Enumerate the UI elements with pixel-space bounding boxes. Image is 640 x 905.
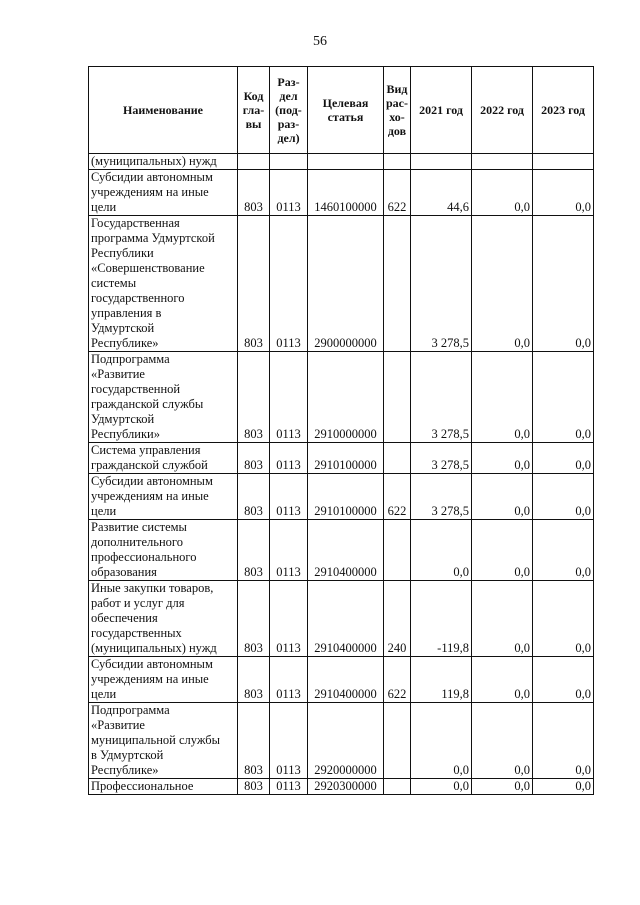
- row-section: [270, 154, 308, 170]
- header-2023: 2023 год: [533, 67, 594, 154]
- row-value-2023: 0,0: [533, 216, 594, 352]
- table-row: [89, 520, 594, 581]
- table-row: [89, 581, 594, 657]
- header-article: [308, 67, 384, 154]
- row-code: 803: [238, 170, 270, 216]
- row-section: 0113: [270, 520, 308, 581]
- row-value-2021: 3 278,5: [411, 352, 472, 443]
- page-number: 56: [313, 34, 327, 49]
- row-section: 0113: [270, 352, 308, 443]
- row-value-2023: 0,0: [533, 520, 594, 581]
- row-value-2023: 0,0: [533, 581, 594, 657]
- row-value-2022: 0,0: [472, 443, 533, 474]
- row-article: 1460100000: [308, 170, 384, 216]
- row-value-2022: 0,0: [472, 170, 533, 216]
- row-name: Развитие системы дополнительного профессионального образования: [89, 520, 238, 581]
- row-expense-type: 622: [384, 657, 411, 703]
- table-row: [89, 352, 594, 443]
- header-2021: 2021 год: [411, 67, 472, 154]
- row-value-2022: 0,0: [472, 520, 533, 581]
- row-value-2023: 0,0: [533, 443, 594, 474]
- row-article: 2910400000: [308, 657, 384, 703]
- row-section: 0113: [270, 581, 308, 657]
- row-value-2023: 0,0: [533, 170, 594, 216]
- row-article: 2920000000: [308, 703, 384, 779]
- row-value-2023: 0,0: [533, 703, 594, 779]
- header-expense-type: [384, 67, 411, 154]
- row-value-2022: 0,0: [472, 216, 533, 352]
- row-section: 0113: [270, 474, 308, 520]
- row-name: Государственная программа Удмуртской Республики «Совершенствование системы государственного управления в Удмуртской Республике»: [89, 216, 238, 352]
- table-row: [89, 474, 594, 520]
- row-section: 0113: [270, 443, 308, 474]
- row-name: Подпрограмма «Развитие муниципальной службы в Удмуртской Республике»: [89, 703, 238, 779]
- row-code: 803: [238, 581, 270, 657]
- row-value-2021: -119,8: [411, 581, 472, 657]
- row-code: 803: [238, 520, 270, 581]
- row-code: 803: [238, 703, 270, 779]
- table-row: [89, 657, 594, 703]
- row-expense-type: [384, 703, 411, 779]
- row-value-2023: 0,0: [533, 657, 594, 703]
- row-value-2023: 0,0: [533, 779, 594, 795]
- row-code: 803: [238, 352, 270, 443]
- row-article: 2910000000: [308, 352, 384, 443]
- row-expense-type: [384, 352, 411, 443]
- row-code: [238, 154, 270, 170]
- header-expense-type-text: Вид рас- хо- дов: [386, 82, 408, 138]
- row-value-2021: 119,8: [411, 657, 472, 703]
- row-expense-type: [384, 779, 411, 795]
- row-code: 803: [238, 443, 270, 474]
- header-name: Наименование: [89, 67, 238, 154]
- row-value-2021: 0,0: [411, 779, 472, 795]
- table-row: [89, 216, 594, 352]
- header-code-text: Код гла- вы: [242, 89, 265, 131]
- row-value-2023: [533, 154, 594, 170]
- row-name: Субсидии автономным учреждениям на иные цели: [89, 170, 238, 216]
- row-value-2023: 0,0: [533, 474, 594, 520]
- header-2022: 2022 год: [472, 67, 533, 154]
- row-section: 0113: [270, 657, 308, 703]
- table-header-row: [89, 67, 594, 154]
- row-value-2023: 0,0: [533, 352, 594, 443]
- row-value-2022: 0,0: [472, 352, 533, 443]
- row-expense-type: [384, 443, 411, 474]
- row-article: 2910400000: [308, 520, 384, 581]
- row-value-2022: 0,0: [472, 474, 533, 520]
- row-article: 2910100000: [308, 443, 384, 474]
- table-row: [89, 703, 594, 779]
- row-section: 0113: [270, 216, 308, 352]
- header-article-text: Целевая статья: [322, 96, 369, 124]
- row-name: (муниципальных) нужд: [89, 154, 238, 170]
- row-code: 803: [238, 216, 270, 352]
- row-value-2021: 3 278,5: [411, 443, 472, 474]
- budget-table: [88, 66, 594, 795]
- row-code: 803: [238, 474, 270, 520]
- row-article: 2910100000: [308, 474, 384, 520]
- row-article: [308, 154, 384, 170]
- table-row: [89, 170, 594, 216]
- row-article: 2900000000: [308, 216, 384, 352]
- row-article: 2910400000: [308, 581, 384, 657]
- row-expense-type: 622: [384, 474, 411, 520]
- row-expense-type: 622: [384, 170, 411, 216]
- table-row: [89, 779, 594, 795]
- row-value-2022: [472, 154, 533, 170]
- row-name: Подпрограмма «Развитие государственной гражданской службы Удмуртской Республики»: [89, 352, 238, 443]
- header-code: [238, 67, 270, 154]
- row-code: 803: [238, 779, 270, 795]
- row-name: Профессиональное: [89, 779, 238, 795]
- row-name: Субсидии автономным учреждениям на иные цели: [89, 657, 238, 703]
- row-name: Субсидии автономным учреждениям на иные цели: [89, 474, 238, 520]
- row-section: 0113: [270, 170, 308, 216]
- row-expense-type: [384, 216, 411, 352]
- row-value-2022: 0,0: [472, 703, 533, 779]
- row-article: 2920300000: [308, 779, 384, 795]
- row-section: 0113: [270, 779, 308, 795]
- row-value-2021: 0,0: [411, 520, 472, 581]
- header-section-text: Раз- дел (под- раз- дел): [275, 75, 302, 145]
- header-section: [270, 67, 308, 154]
- row-value-2021: 44,6: [411, 170, 472, 216]
- row-code: 803: [238, 657, 270, 703]
- row-value-2021: 3 278,5: [411, 474, 472, 520]
- row-expense-type: [384, 154, 411, 170]
- row-value-2022: 0,0: [472, 657, 533, 703]
- row-name: Система управления гражданской службой: [89, 443, 238, 474]
- row-value-2021: 0,0: [411, 703, 472, 779]
- row-value-2022: 0,0: [472, 779, 533, 795]
- row-value-2022: 0,0: [472, 581, 533, 657]
- row-name: Иные закупки товаров, работ и услуг для обеспечения государственных (муниципальных) нужд: [89, 581, 238, 657]
- row-section: 0113: [270, 703, 308, 779]
- row-expense-type: [384, 520, 411, 581]
- row-value-2021: [411, 154, 472, 170]
- table-row: [89, 443, 594, 474]
- row-expense-type: 240: [384, 581, 411, 657]
- row-value-2021: 3 278,5: [411, 216, 472, 352]
- table-row: [89, 154, 594, 170]
